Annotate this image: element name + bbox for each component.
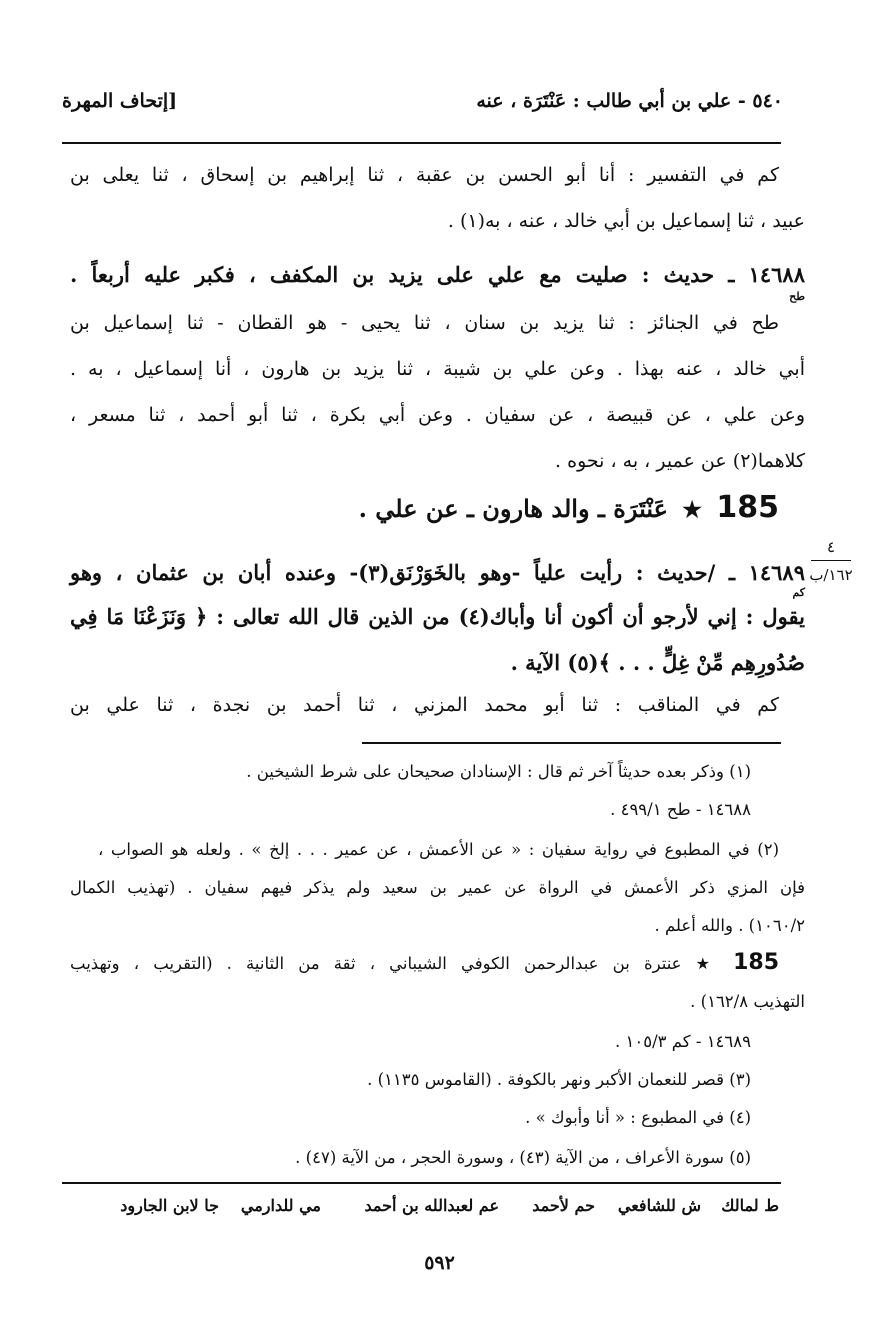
footnote-10: (٤) في المطبوع : « أنا وأبوك » . <box>525 1108 751 1127</box>
section-heading <box>359 490 779 525</box>
footnote-185-number: 185 <box>733 950 780 975</box>
body-line-4: طح في الجنائز : ثنا يزيد بن سنان ، ثنا يحيى - هو القطان - ثنا إسماعيل بن <box>70 312 779 334</box>
body-line-5: أبي خالد ، عنه بهذا . وعن علي بن شيبة ، ثنا يزيد بن هارون ، أنا إسماعيل ، به . <box>70 358 805 380</box>
hadith-14689-title: ١٤٦٨٩ ـ /حديث : رأيت علياً -وهو بالخَوَرْنَق(٣)- وعنده أبان بن عثمان ، وهو <box>70 560 805 585</box>
margin-note-rule <box>811 560 851 561</box>
footnote-3: (٢) في المطبوع في رواية سفيان : « عن الأعمش ، عن عمير . . . إلخ » . ولعله هو الصواب ، <box>98 840 779 859</box>
running-header-title: ٥٤٠ - علي بن أبي طالب : عَنْتَرَة ، عنه <box>476 90 783 112</box>
legend-jarud: جا لابن الجارود <box>120 1196 219 1215</box>
footnote-1: (١) وذكر بعده حديثاً آخر ثم قال : الإسنادان صحيحان على شرط الشيخين . <box>246 762 751 781</box>
footnote-2: ١٤٦٨٨ - طح ٤٩٩/١ . <box>610 800 751 819</box>
legend-abdullah: عم لعبدالله بن أحمد <box>364 1196 499 1215</box>
running-header-book: [إتحاف المهرة <box>62 90 178 112</box>
footnote-5: ١٠٦٠/٢) . والله أعلم . <box>654 916 805 935</box>
body-line-10: صُدُورِهِم مِّنْ غِلٍّ . . . ﴾(٥) الآية . <box>510 650 805 675</box>
footnote-9: (٣) قصر للنعمان الأكبر ونهر بالكوفة . (القاموس ١١٣٥) . <box>367 1070 751 1089</box>
margin-note-bottom: ١٦٢/ب <box>809 566 853 584</box>
legend-ahmad: حم لأحمد <box>532 1196 595 1215</box>
footnote-4: فإن المزي ذكر الأعمش في الرواة عن عمير بن سعيد ولم يذكر فيهم سفيان . (تهذيب الكمال <box>70 878 805 897</box>
legend-darimi: مي للدارمي <box>240 1196 321 1215</box>
hadith-14688-title: ١٤٦٨٨ ـ حديث : صليت مع علي على يزيد بن المكفف ، فكبر عليه أربعاً . <box>70 262 805 287</box>
footnote-8: ١٤٦٨٩ - كم ١٠٥/٣ . <box>615 1032 751 1051</box>
footnote-7: التهذيب ١٦٢/٨) . <box>690 992 805 1011</box>
footnote-rule <box>362 742 781 744</box>
hadith-14689-source-mark: كم <box>792 586 805 599</box>
legend-rule <box>62 1182 781 1184</box>
legend-shafii: ش للشافعي <box>617 1196 701 1215</box>
body-line-6: وعن علي ، عن قبيصة ، عن سفيان . وعن أبي بكرة ، ثنا أبو أحمد ، ثنا مسعر ، <box>70 404 805 426</box>
legend-malik: ط لمالك <box>721 1196 779 1215</box>
body-line-11: كم في المناقب : ثنا أبو محمد المزني ، ثنا أحمد بن نجدة ، ثنا علي بن <box>70 694 779 716</box>
margin-note-top: ٤ <box>826 538 836 556</box>
heading-text: عَنْتَرَة ـ والد هارون ـ عن علي . <box>358 494 668 523</box>
star-icon: ★ <box>695 954 719 973</box>
footnote-185 <box>70 950 779 975</box>
star-icon: ★ <box>682 497 703 523</box>
heading-number: 185 <box>716 490 779 525</box>
footnote-185-text: عنترة بن عبدالرحمن الكوفي الشيباني ، ثقة من الثانية . (التقريب ، وتهذيب <box>70 954 682 973</box>
body-line-7: كلاهما(٢) عن عمير ، به ، نحوه . <box>555 450 805 472</box>
body-line-1: كم في التفسير : أنا أبو الحسن بن عقبة ، ثنا إبراهيم بن إسحاق ، ثنا يعلى بن <box>70 164 779 186</box>
page-number: ٥٩٢ <box>424 1252 455 1274</box>
body-line-9: يقول : إني لأرجو أن أكون أنا وأباك(٤) من الذين قال الله تعالى : ﴿ وَنَزَعْنَا مَا فِي <box>70 604 805 629</box>
footnote-11: (٥) سورة الأعراف ، من الآية (٤٣) ، وسورة الحجر ، من الآية (٤٧) . <box>295 1148 751 1167</box>
header-rule <box>62 142 781 144</box>
hadith-14688-source-mark: طح <box>789 290 805 303</box>
body-line-2: عبيد ، ثنا إسماعيل بن أبي خالد ، عنه ، به(١) . <box>447 210 805 232</box>
